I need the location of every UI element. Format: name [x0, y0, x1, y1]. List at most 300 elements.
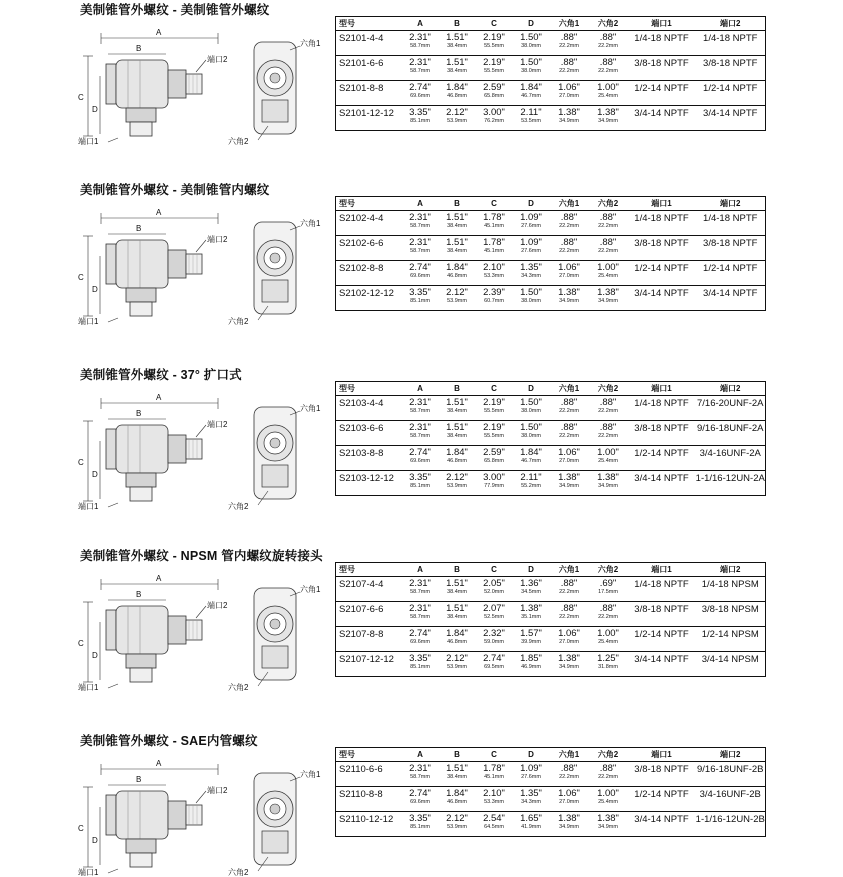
dimension-mm: 46.8mm — [447, 799, 467, 805]
dimension-inch: 1.65" — [520, 813, 542, 824]
dimension-hex2 — [589, 236, 628, 261]
dimension-inch: 2.19" — [483, 397, 505, 408]
hex1-label: 六角1 — [300, 404, 321, 413]
dimension-c — [476, 471, 513, 496]
port1-label: 端口1 — [78, 683, 99, 692]
column-header-port1: 端口1 — [628, 197, 696, 211]
dimension-mm: 77.9mm — [484, 483, 504, 489]
port2-thread: 1/4-18 NPTF — [696, 211, 766, 236]
dimension-hex1 — [550, 812, 589, 837]
model-number: S2103-8-8 — [336, 446, 402, 471]
dimension-mm: 22.2mm — [598, 433, 618, 439]
dimension-mm: 55.2mm — [521, 483, 541, 489]
spec-table — [335, 381, 766, 496]
dimension-b — [439, 31, 476, 56]
dimension-inch: 1.51" — [446, 603, 468, 614]
dimension-inch: 1.84" — [520, 447, 542, 458]
column-header-a: A — [402, 17, 439, 31]
port2-thread: 3/4-14 NPTF — [703, 108, 758, 119]
dimension-inch: 1.38" — [520, 603, 542, 614]
model-number: S2102-6-6 — [336, 236, 402, 261]
dimension-inch: 1.00" — [597, 447, 619, 458]
port1-thread: 3/4-14 NPTF — [634, 288, 689, 299]
port1-thread: 3/8-18 NPTF — [628, 236, 696, 261]
column-header-port2: 端口2 — [696, 197, 766, 211]
port2-thread: 3/4-14 NPSM — [701, 654, 759, 665]
column-header-c: C — [476, 197, 513, 211]
dimension-d — [513, 577, 550, 602]
dimension-mm: 22.2mm — [598, 614, 618, 620]
column-header-d: D — [513, 197, 550, 211]
dim-c-label: C — [78, 639, 84, 648]
port1-label: 端口1 — [78, 502, 99, 511]
port2-thread: 3/4-16UNF-2B — [696, 787, 766, 812]
dimension-inch: 1.38" — [597, 813, 619, 824]
dimension-inch: 2.32" — [483, 628, 505, 639]
dimension-mm: 58.7mm — [410, 774, 430, 780]
dimension-mm: 22.2mm — [598, 408, 618, 414]
column-header-port1: 端口1 — [628, 563, 696, 577]
dimension-inch: 1.51" — [446, 763, 468, 774]
dimension-mm: 52.0mm — [484, 589, 504, 595]
table-row — [336, 471, 766, 496]
dimension-inch: 1.38" — [597, 107, 619, 118]
dimension-inch: 2.31" — [409, 212, 431, 223]
column-header-b: B — [439, 748, 476, 762]
dimension-mm: 38.4mm — [447, 408, 467, 414]
port1-thread: 1/2-14 NPTF — [628, 261, 696, 286]
dimension-mm: 34.9mm — [598, 118, 618, 124]
dimension-hex2 — [589, 286, 628, 311]
dimension-mm: 34.9mm — [559, 483, 579, 489]
dimension-mm: 58.7mm — [410, 43, 430, 49]
dimension-mm: 31.8mm — [598, 664, 618, 670]
dimension-mm: 22.2mm — [598, 68, 618, 74]
dimension-mm: 27.0mm — [559, 799, 579, 805]
dimension-mm: 38.4mm — [447, 614, 467, 620]
dimension-hex2 — [589, 446, 628, 471]
dimension-hex1 — [550, 236, 589, 261]
column-header-model: 型号 — [336, 748, 402, 762]
table-row — [336, 261, 766, 286]
dimension-hex2 — [589, 81, 628, 106]
dimension-mm: 25.4mm — [598, 639, 618, 645]
port1-thread: 1/4-18 NPTF — [628, 211, 696, 236]
dimension-mm: 76.2mm — [484, 118, 504, 124]
hex1-label: 六角1 — [300, 585, 321, 594]
dimension-b — [439, 421, 476, 446]
dim-b-label: B — [136, 224, 142, 233]
dimension-inch: 1.38" — [558, 287, 580, 298]
dimension-inch: 2.31" — [409, 422, 431, 433]
dim-b-label: B — [136, 409, 142, 418]
dimension-inch: 1.51" — [446, 237, 468, 248]
table-row — [336, 446, 766, 471]
dimension-mm: 46.8mm — [447, 458, 467, 464]
dimension-mm: 85.1mm — [410, 118, 430, 124]
dimension-hex1 — [550, 286, 589, 311]
dimension-inch: 2.19" — [483, 57, 505, 68]
dimension-mm: 55.5mm — [484, 408, 504, 414]
dimension-inch: 2.59" — [483, 447, 505, 458]
dimension-inch: 2.31" — [409, 397, 431, 408]
table-row — [336, 81, 766, 106]
dimension-mm: 34.9mm — [559, 298, 579, 304]
dimension-inch: .88" — [560, 422, 578, 433]
dimension-inch: 2.11" — [520, 472, 542, 483]
dim-a-label: A — [156, 393, 162, 402]
dimension-hex2 — [589, 577, 628, 602]
dimension-mm: 69.6mm — [410, 458, 430, 464]
dimension-hex2 — [589, 56, 628, 81]
dimension-inch: 2.74" — [409, 447, 431, 458]
column-header-model: 型号 — [336, 197, 402, 211]
dimension-hex1 — [550, 396, 589, 421]
model-number: S2107-4-4 — [336, 577, 402, 602]
port2-thread: 1/4-18 NPTF — [696, 31, 766, 56]
column-header-hex1: 六角1 — [550, 563, 589, 577]
dimension-d — [513, 81, 550, 106]
dimension-mm: 69.6mm — [410, 639, 430, 645]
column-header-port2: 端口2 — [696, 563, 766, 577]
dimension-mm: 27.0mm — [559, 458, 579, 464]
dimension-inch: 3.35" — [409, 472, 431, 483]
port2-label: 端口2 — [207, 235, 228, 244]
table-row — [336, 812, 766, 837]
dimension-inch: 1.50" — [520, 32, 542, 43]
dimension-c — [476, 31, 513, 56]
dimension-inch: 2.74" — [409, 788, 431, 799]
section-title: 美制锥管外螺纹 - SAE内管螺纹 — [80, 734, 258, 748]
dimension-hex2 — [589, 602, 628, 627]
dimension-d — [513, 602, 550, 627]
dimension-inch: 2.10" — [483, 262, 505, 273]
dimension-inch: 1.00" — [597, 788, 619, 799]
dimension-inch: 1.85" — [520, 653, 542, 664]
dimension-mm: 52.5mm — [484, 614, 504, 620]
hex2-label: 六角2 — [228, 317, 249, 326]
dimension-inch: 1.50" — [520, 57, 542, 68]
model-number: S2107-6-6 — [336, 602, 402, 627]
dimension-mm: 85.1mm — [410, 483, 430, 489]
dimension-mm: 22.2mm — [559, 433, 579, 439]
dimension-hex1 — [550, 577, 589, 602]
port2-thread: 1-1/16-12UN-2B — [695, 814, 765, 825]
dimension-inch: 1.51" — [446, 397, 468, 408]
dimension-mm: 27.0mm — [559, 93, 579, 99]
dimension-inch: 1.84" — [446, 788, 468, 799]
dimension-inch: 1.50" — [520, 422, 542, 433]
dimension-inch: 2.12" — [446, 813, 468, 824]
dimension-mm: 45.1mm — [484, 248, 504, 254]
model-number: S2101-8-8 — [336, 81, 402, 106]
dim-c-label: C — [78, 93, 84, 102]
dimension-a — [402, 106, 439, 131]
dimension-d — [513, 211, 550, 236]
fitting-drawing — [78, 16, 328, 146]
dimension-mm: 27.0mm — [559, 639, 579, 645]
column-header-b: B — [439, 382, 476, 396]
dimension-mm: 59.0mm — [484, 639, 504, 645]
dimension-d — [513, 762, 550, 787]
port2-thread: 1/4-18 NPSM — [696, 577, 766, 602]
port2-label: 端口2 — [207, 55, 228, 64]
dimension-c — [476, 787, 513, 812]
dimension-inch: 2.12" — [446, 107, 468, 118]
dimension-c — [476, 421, 513, 446]
column-header-a: A — [402, 382, 439, 396]
dimension-hex1 — [550, 652, 589, 677]
dimension-c — [476, 236, 513, 261]
port1-thread: 3/8-18 NPTF — [628, 421, 696, 446]
hex1-label: 六角1 — [300, 770, 321, 779]
dimension-hex1 — [550, 627, 589, 652]
table-row — [336, 211, 766, 236]
dimension-mm: 65.8mm — [484, 93, 504, 99]
column-header-d: D — [513, 382, 550, 396]
dimension-inch: 1.36" — [520, 578, 542, 589]
dimension-mm: 38.0mm — [521, 43, 541, 49]
table-row — [336, 31, 766, 56]
dimension-inch: 1.50" — [520, 287, 542, 298]
dimension-c — [476, 627, 513, 652]
model-number: S2110-8-8 — [336, 787, 402, 812]
dimension-mm: 53.9mm — [447, 664, 467, 670]
dimension-mm: 46.7mm — [521, 93, 541, 99]
dimension-inch: .88" — [599, 603, 617, 614]
dimension-inch: 2.74" — [409, 628, 431, 639]
port2-thread: 3/4-16UNF-2A — [696, 446, 766, 471]
dimension-inch: 1.06" — [558, 788, 580, 799]
dimension-inch: 2.31" — [409, 603, 431, 614]
column-header-hex2: 六角2 — [589, 17, 628, 31]
dimension-inch: .88" — [599, 32, 617, 43]
dimension-a — [402, 577, 439, 602]
table-row — [336, 396, 766, 421]
dimension-inch: 1.09" — [520, 763, 542, 774]
dimension-inch: 1.78" — [483, 212, 505, 223]
dimension-c — [476, 56, 513, 81]
column-header-hex2: 六角2 — [589, 563, 628, 577]
hex1-label: 六角1 — [300, 39, 321, 48]
dimension-inch: 1.00" — [597, 82, 619, 93]
dimension-hex2 — [589, 627, 628, 652]
dimension-inch: 1.09" — [520, 237, 542, 248]
dimension-inch: 1.78" — [483, 763, 505, 774]
dimension-inch: .88" — [560, 212, 578, 223]
port1-label: 端口1 — [78, 868, 99, 877]
dimension-inch: 2.74" — [483, 653, 505, 664]
dimension-mm: 53.9mm — [447, 483, 467, 489]
dimension-hex1 — [550, 261, 589, 286]
dimension-inch: 2.54" — [483, 813, 505, 824]
dimension-mm: 27.0mm — [559, 273, 579, 279]
dimension-mm: 22.2mm — [598, 774, 618, 780]
dimension-inch: .88" — [599, 57, 617, 68]
dimension-c — [476, 211, 513, 236]
dim-d-label: D — [92, 470, 98, 479]
dim-a-label: A — [156, 28, 162, 37]
dimension-inch: 3.35" — [409, 653, 431, 664]
dimension-mm: 22.2mm — [598, 43, 618, 49]
dim-a-label: A — [156, 208, 162, 217]
port1-thread: 3/8-18 NPTF — [628, 762, 696, 787]
dimension-mm: 69.6mm — [410, 273, 430, 279]
dimension-d — [513, 286, 550, 311]
dimension-mm: 22.2mm — [559, 248, 579, 254]
model-number: S2102-12-12 — [339, 288, 394, 299]
dimension-b — [439, 286, 476, 311]
dimension-inch: .88" — [560, 603, 578, 614]
model-number: S2110-6-6 — [336, 762, 402, 787]
dimension-mm: 22.2mm — [598, 248, 618, 254]
dimension-b — [439, 106, 476, 131]
dimension-hex2 — [589, 812, 628, 837]
column-header-b: B — [439, 563, 476, 577]
dimension-mm: 22.2mm — [598, 223, 618, 229]
spec-table — [335, 562, 766, 677]
dim-c-label: C — [78, 273, 84, 282]
dimension-inch: 2.31" — [409, 32, 431, 43]
dimension-mm: 53.9mm — [447, 298, 467, 304]
port1-label: 端口1 — [78, 137, 99, 146]
column-header-hex2: 六角2 — [589, 748, 628, 762]
dimension-b — [439, 652, 476, 677]
port2-thread: 7/16-20UNF-2A — [696, 396, 766, 421]
dimension-b — [439, 396, 476, 421]
dimension-inch: 2.11" — [520, 107, 542, 118]
dimension-inch: .88" — [560, 397, 578, 408]
dimension-inch: .88" — [599, 422, 617, 433]
dimension-a — [402, 627, 439, 652]
dimension-a — [402, 812, 439, 837]
dimension-inch: 2.19" — [483, 32, 505, 43]
column-header-d: D — [513, 748, 550, 762]
dimension-b — [439, 236, 476, 261]
dimension-b — [439, 602, 476, 627]
dimension-inch: .88" — [599, 397, 617, 408]
table-row — [336, 762, 766, 787]
dimension-b — [439, 56, 476, 81]
dimension-b — [439, 812, 476, 837]
port1-thread: 3/4-14 NPTF — [634, 473, 689, 484]
dimension-mm: 35.1mm — [521, 614, 541, 620]
dimension-hex1 — [550, 31, 589, 56]
table-row — [336, 56, 766, 81]
dimension-mm: 60.7mm — [484, 298, 504, 304]
hex2-label: 六角2 — [228, 137, 249, 146]
column-header-a: A — [402, 748, 439, 762]
dimension-inch: 1.84" — [446, 628, 468, 639]
port2-thread: 1/2-14 NPTF — [696, 261, 766, 286]
dimension-mm: 46.8mm — [447, 639, 467, 645]
column-header-d: D — [513, 563, 550, 577]
dimension-b — [439, 627, 476, 652]
dimension-c — [476, 106, 513, 131]
dimension-inch: 1.35" — [520, 262, 542, 273]
dimension-mm: 53.3mm — [484, 799, 504, 805]
dimension-mm: 58.7mm — [410, 589, 430, 595]
dimension-inch: 2.10" — [483, 788, 505, 799]
port2-thread: 3/8-18 NPSM — [696, 602, 766, 627]
dim-b-label: B — [136, 44, 142, 53]
dimension-mm: 38.0mm — [521, 68, 541, 74]
port2-label: 端口2 — [207, 601, 228, 610]
dimension-mm: 25.4mm — [598, 93, 618, 99]
dimension-inch: 1.38" — [597, 472, 619, 483]
column-header-port1: 端口1 — [628, 17, 696, 31]
dimension-inch: .88" — [599, 237, 617, 248]
dimension-hex1 — [550, 471, 589, 496]
dimension-a — [402, 261, 439, 286]
dimension-mm: 58.7mm — [410, 408, 430, 414]
dimension-inch: 3.35" — [409, 813, 431, 824]
column-header-hex1: 六角1 — [550, 748, 589, 762]
dimension-c — [476, 286, 513, 311]
dimension-mm: 38.4mm — [447, 774, 467, 780]
dimension-mm: 22.2mm — [559, 43, 579, 49]
dimension-mm: 38.0mm — [521, 408, 541, 414]
table-row — [336, 627, 766, 652]
dimension-mm: 85.1mm — [410, 664, 430, 670]
dimension-a — [402, 602, 439, 627]
dimension-mm: 45.1mm — [484, 223, 504, 229]
dimension-d — [513, 421, 550, 446]
dimension-a — [402, 762, 439, 787]
dimension-inch: 1.00" — [597, 262, 619, 273]
dimension-c — [476, 602, 513, 627]
port1-label: 端口1 — [78, 317, 99, 326]
model-number: S2102-4-4 — [336, 211, 402, 236]
column-header-c: C — [476, 382, 513, 396]
dimension-mm: 58.7mm — [410, 433, 430, 439]
dimension-inch: 3.35" — [409, 107, 431, 118]
dimension-d — [513, 627, 550, 652]
dimension-hex1 — [550, 602, 589, 627]
dimension-inch: 1.06" — [558, 82, 580, 93]
dimension-mm: 34.9mm — [598, 298, 618, 304]
dimension-inch: 1.84" — [446, 262, 468, 273]
table-row — [336, 106, 766, 131]
section-title: 美制锥管外螺纹 - 美制锥管外螺纹 — [80, 3, 270, 17]
spec-table — [335, 747, 766, 837]
dimension-mm: 34.9mm — [598, 483, 618, 489]
column-header-model: 型号 — [336, 563, 402, 577]
dimension-inch: 1.38" — [558, 653, 580, 664]
section-title: 美制锥管外螺纹 - 37° 扩口式 — [80, 368, 242, 382]
dimension-c — [476, 762, 513, 787]
dim-d-label: D — [92, 105, 98, 114]
port1-thread: 1/4-18 NPTF — [628, 396, 696, 421]
table-row — [336, 236, 766, 261]
model-number: S2103-6-6 — [336, 421, 402, 446]
section-title: 美制锥管外螺纹 - 美制锥管内螺纹 — [80, 183, 270, 197]
fitting-drawing — [78, 381, 328, 511]
dimension-a — [402, 446, 439, 471]
dimension-mm: 58.7mm — [410, 223, 430, 229]
dimension-mm: 22.2mm — [559, 774, 579, 780]
dimension-mm: 38.4mm — [447, 589, 467, 595]
dimension-mm: 22.2mm — [559, 68, 579, 74]
column-header-hex2: 六角2 — [589, 382, 628, 396]
dim-b-label: B — [136, 775, 142, 784]
dim-c-label: C — [78, 458, 84, 467]
column-header-hex1: 六角1 — [550, 17, 589, 31]
fitting-drawing — [78, 747, 328, 877]
dimension-hex2 — [589, 471, 628, 496]
dimension-inch: 1.51" — [446, 578, 468, 589]
spec-table — [335, 196, 766, 311]
